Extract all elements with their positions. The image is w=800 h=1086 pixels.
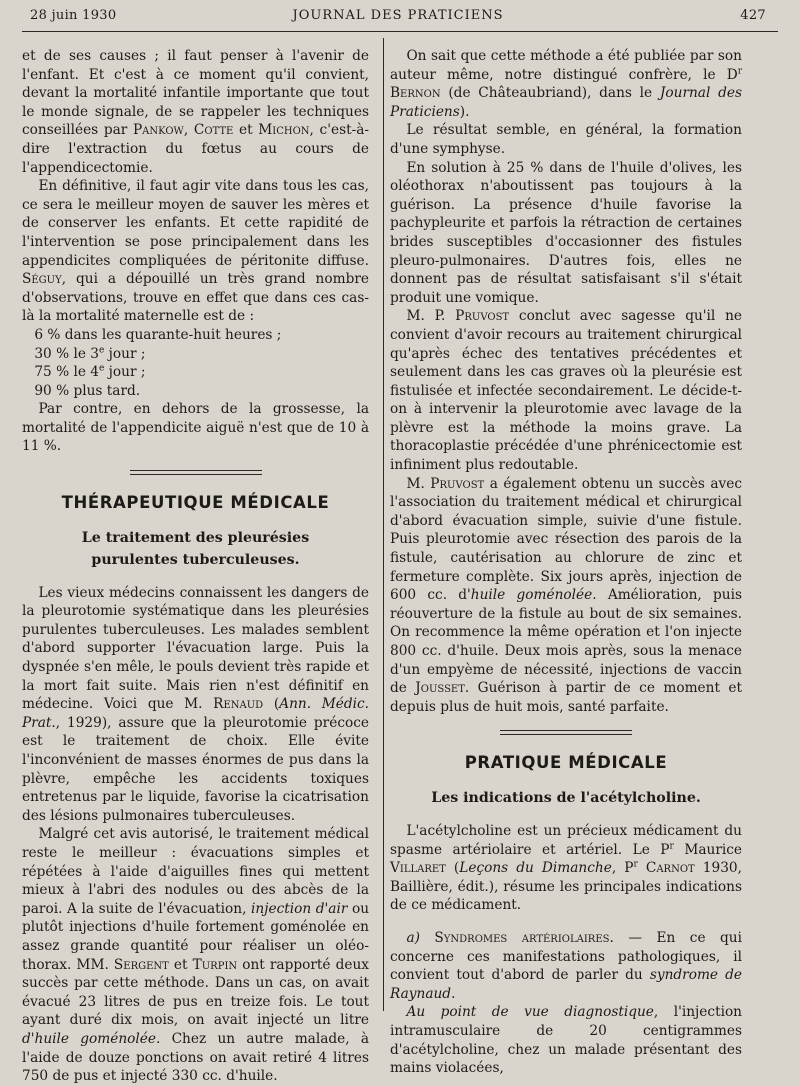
paragraph-causes: et de ses causes ; il faut penser à l'avenir de l'enfant. Et c'est à ce moment qu'il convient, devant la mortalité infantile importante que tout le monde signale, de se rappeler les techniques conseillées par Pankow, Cotte et Michon, c'est-à-dire l'extraction du fœtus au cours de l'appendicectomie. — [22, 48, 370, 176]
header-date: 28 juin 1930 — [30, 8, 117, 23]
paragraph-pruvost-succes: M. Pruvost a également obtenu un succès avec l'association du traitement médical et chirurgical d'abord évacuation simple, suivie d'une fistule. Puis pleurotomie avec résection des parois de la fistule, cautérisation au chlorure de zinc et fermeture complète. Six jours après, injection de 600 cc. d'huile goménolée. Amélioration, puis réouverture de la fistule au bout de six semaines. On recommence la même opération et l'on injecte 800 cc. d'huile. Deux mois après, sous la menace d'un empyème de nécessité, injections de vaccin de Jousset. Guérison à partir de ce moment et depuis plus de huit mois, santé parfaite. — [390, 475, 743, 715]
author-name: Bernon — [390, 85, 441, 102]
list-item: 75 % le 4e jour ; — [34, 363, 146, 381]
left-column — [22, 47, 369, 1086]
header-page-number: 427 — [740, 8, 766, 23]
article-title-acetylcholine: Les indications de l'acétylcholine. — [431, 789, 701, 806]
paragraph-solution: En solution à 25 % dans de l'huile d'olives, les oléothorax n'aboutissent pas toujours à la guérison. La présence d'huile favorise la pachypleurite et parfois la rétraction de certaines brides susceptibles d'occasionner des fistules pleuro-pulmonaires. D'autres fois, elles ne donnent pas de résultat satisfaisant s'il s'était produit une vomique. — [390, 159, 742, 306]
mortality-list — [22, 326, 369, 400]
author-name: Michon — [258, 122, 310, 139]
author-name: Jousset — [415, 680, 465, 697]
paragraph-malgre: Malgré cet avis autorisé, le traitement médical reste le meilleur : évacuations simples et répétées à l'aide d'aiguilles fines qui mettent mieux à l'abri des nodules ou des abcès de la paroi. A la suite de l'évacuation, injection d'air ou plutôt injections d'huile fortement goménolée en assez grande quantité pour réaliser un oléo-thorax. MM. Sergent et Turpin ont rapporté deux succès par cette méthode. Dans un cas, on avait évacué 23 litres de pus en treize fois. Le tout ayant duré dix mois, on avait injecté un litre d'huile goménolée. Chez un autre malade, à l'aide de douze ponctions on avait retiré 4 litres 750 de pus et injecté 330 cc. d'huile. — [22, 826, 370, 1085]
author-name: Carnot — [645, 860, 695, 877]
author-name: Pruvost — [455, 308, 510, 325]
paragraph-vieux-medecins: Les vieux médecins connaissent les dangers de la pleurotomie systématique dans les pleurésies purulentes tuberculeuses. Les malades semblent d'abord supporter l'évacuation large. Puis la dyspnée s'en mêle, le pouls devient très rapide et la mort fait suite. Mais rien n'est définitif en médecine. Voici que M. Renaud (Ann. Médic. Prat., 1929), assure que la pleurotomie précoce est le traitement de choix. Elle évite l'inconvénient de masses énormes de pus dans la plèvre, empêche les accidents toxiques entretenus par le liquide, favorise la cicatrisation des lésions pulmonaires tuberculeuses. — [22, 584, 369, 824]
column-divider — [383, 38, 384, 1011]
paragraph-contrast: Par contre, en dehors de la grossesse, la mortalité de l'appendicite aiguë n'est que de 10 à 11 %. — [22, 401, 369, 455]
paragraph-syndromes: a) Syndromes artériolaires. — En ce qui concerne ces manifestations pathologiques, il convient tout d'abord de parler du syndrome de Raynaud. — [390, 929, 742, 1002]
author-name: Pankow — [132, 122, 184, 139]
list-item: 90 % plus tard. — [34, 382, 141, 399]
journal-reference: Journal des Praticiens — [390, 85, 742, 120]
paragraph-diagnostique: Au point de vue diagnostique, l'injection intramusculaire de 20 centigrammes d'acétylcholine, chez un malade présentant des mains violacées, — [390, 1004, 742, 1077]
list-item: 30 % le 3e jour ; — [34, 344, 146, 362]
paragraph-resultat: Le résultat semble, en général, la formation d'une symphyse. — [390, 122, 742, 157]
author-name: Turpin — [192, 956, 238, 973]
reference-citation: Ann. Médic. Prat. — [22, 696, 369, 731]
list-item: 6 % dans les quarante-huit heures ; — [34, 326, 282, 343]
author-name: Pruvost — [430, 475, 485, 492]
author-name: Séguy — [22, 271, 62, 288]
author-name: Renaud — [213, 696, 264, 713]
author-name: Cotte — [193, 122, 234, 139]
section-title-pratique: PRATIQUE MÉDICALE — [464, 753, 668, 773]
article-title-pleuresies: Le traitement des pleurésies purulentes tuberculeuses. — [81, 529, 310, 568]
paragraph-methode: On sait que cette méthode a été publiée par son auteur même, notre distingué confrère, le $D^r$ Bernon (de Châteaubriand), dans le Journal des Praticiens). — [390, 48, 742, 120]
author-name: Villaret — [390, 860, 446, 877]
header-journal-title: JOURNAL DES PRATICIENS — [292, 8, 504, 23]
paragraph-pruvost-conclut: M. P. Pruvost conclut avec sagesse qu'il ne convient d'avoir recours au traitement chirurgical qu'après échec des tentatives précédentes et seulement dans les cas graves où la pleurésie est fistulisée et infectée secondairement. Le décide-t-on à intervenir la pleurotomie avec lavage de la plèvre est la méthode la moins grave. La thoracoplastie précédée d'une phrénicectomie est infiniment plus redoutable. — [390, 308, 742, 474]
header-rule — [22, 31, 778, 32]
section-title-therapeutique: THÉRAPEUTIQUE MÉDICALE — [61, 493, 330, 513]
paragraph-acetylcholine-intro: L'acétylcholine est un précieux médicament du spasme artériolaire et artériel. Le $P^r$ Maurice Villaret (Leçons du Dimanche, $P^r$ Carnot 1930, Baillière, édit.), résume les principales indications de ce médicament. — [390, 822, 742, 914]
right-column — [390, 47, 742, 1078]
section-separator — [130, 470, 262, 475]
paragraph-definitive: En définitive, il faut agir vite dans tous les cas, ce sera le meilleur moyen de sauver les mères et de conserver les enfants. Et cette rapidité de l'intervention se pose principalement dans les appendicites compliquées de péritonite diffuse. Séguy, qui a dépouillé un très grand nombre d'observations, trouve en effet que dans ces cas-là la mortalité maternelle est de : — [22, 178, 369, 325]
reference-citation: Leçons du Dimanche — [459, 860, 612, 877]
author-name: Sergent — [113, 956, 169, 973]
running-header — [30, 8, 766, 30]
section-separator — [500, 730, 632, 735]
